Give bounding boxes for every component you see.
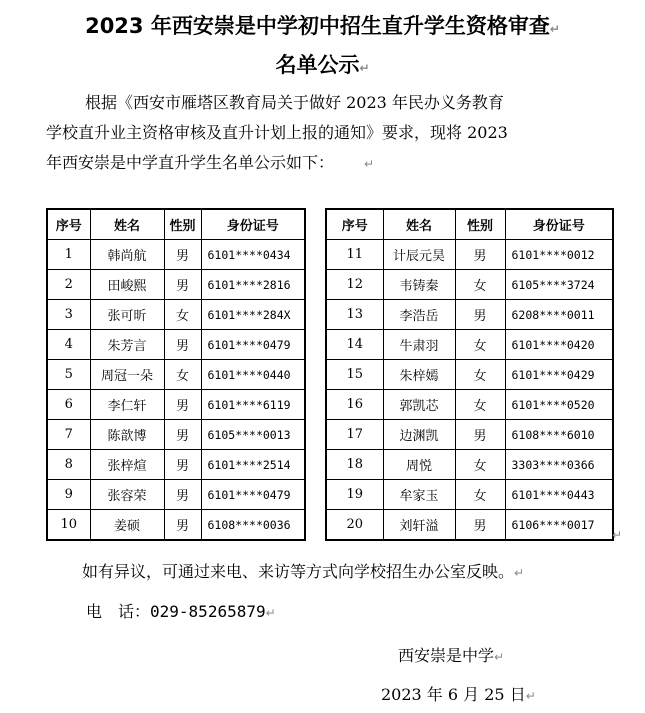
table-row xyxy=(326,240,613,270)
table-row xyxy=(47,480,305,510)
phone-number: 029-85265879 xyxy=(150,602,266,621)
row-number: 4 xyxy=(47,330,90,360)
row-number: 8 xyxy=(47,450,90,480)
student-id-number: 6101****0440 xyxy=(201,360,305,390)
date-text: 2023 年 6 月 25 日 xyxy=(381,685,526,704)
table-row xyxy=(326,270,613,300)
table-row xyxy=(47,330,305,360)
student-id-number: 6101****6119 xyxy=(201,390,305,420)
table-row xyxy=(47,360,305,390)
paragraph-mark-icon: ↵ xyxy=(494,650,505,664)
student-gender: 男 xyxy=(164,420,201,450)
table-row xyxy=(326,390,613,420)
student-gender: 女 xyxy=(455,450,505,480)
paragraph-mark-icon: ↵ xyxy=(265,606,276,620)
student-gender: 男 xyxy=(455,420,505,450)
student-gender: 女 xyxy=(164,300,201,330)
title-text-1: 2023 年西安崇是中学初中招生直升学生资格审查 xyxy=(85,14,550,38)
header-no: 序号 xyxy=(47,209,90,240)
row-number: 12 xyxy=(326,270,383,300)
paragraph-mark-icon: ↵ xyxy=(359,61,370,75)
table-row xyxy=(47,420,305,450)
student-name: 郭凯芯 xyxy=(383,390,455,420)
table-row xyxy=(47,300,305,330)
table-row xyxy=(326,450,613,480)
paragraph-mark-icon: ↵ xyxy=(612,528,623,542)
student-name: 朱芳言 xyxy=(90,330,164,360)
objection-note-text: 如有异议，可通过来电、来访等方式向学校招生办公室反映。 xyxy=(82,562,515,581)
student-id-number: 6101****0429 xyxy=(505,360,613,390)
student-id-number: 6101****2514 xyxy=(201,450,305,480)
student-gender: 女 xyxy=(164,360,201,390)
table-row xyxy=(47,450,305,480)
student-id-number: 6101****284X xyxy=(201,300,305,330)
row-number: 10 xyxy=(47,510,90,541)
student-table-right xyxy=(325,208,614,541)
table-header-row xyxy=(326,209,613,240)
student-id-number: 6101****0434 xyxy=(201,240,305,270)
paragraph-mark-icon: ↵ xyxy=(514,566,525,580)
student-id-number: 6101****0012 xyxy=(505,240,613,270)
student-name: 田峻熙 xyxy=(90,270,164,300)
student-gender: 男 xyxy=(164,480,201,510)
student-gender: 女 xyxy=(455,360,505,390)
student-name: 张容荣 xyxy=(90,480,164,510)
student-name: 陈歆博 xyxy=(90,420,164,450)
student-gender: 男 xyxy=(455,510,505,541)
row-number: 1 xyxy=(47,240,90,270)
intro-line-3 xyxy=(46,148,606,179)
student-id-number: 6101****0420 xyxy=(505,330,613,360)
student-name: 李浩岳 xyxy=(383,300,455,330)
header-id: 身份证号 xyxy=(201,209,305,240)
row-number: 2 xyxy=(47,270,90,300)
student-id-number: 6101****0443 xyxy=(505,480,613,510)
objection-note xyxy=(82,560,524,585)
student-gender: 女 xyxy=(455,330,505,360)
document-title-line-2 xyxy=(0,53,645,80)
student-id-number: 6101****0479 xyxy=(201,480,305,510)
row-number: 11 xyxy=(326,240,383,270)
student-gender: 男 xyxy=(164,390,201,420)
student-gender: 女 xyxy=(455,270,505,300)
student-gender: 女 xyxy=(455,480,505,510)
table-row xyxy=(326,360,613,390)
student-gender: 男 xyxy=(455,300,505,330)
row-number: 15 xyxy=(326,360,383,390)
student-gender: 女 xyxy=(455,390,505,420)
table-row xyxy=(326,330,613,360)
row-number: 19 xyxy=(326,480,383,510)
table-row xyxy=(47,510,305,541)
row-number: 13 xyxy=(326,300,383,330)
student-name: 朱梓嫣 xyxy=(383,360,455,390)
student-name: 韩尚航 xyxy=(90,240,164,270)
row-number: 5 xyxy=(47,360,90,390)
title-text-2: 名单公示 xyxy=(275,53,360,77)
row-number: 17 xyxy=(326,420,383,450)
table-row xyxy=(326,480,613,510)
student-id-number: 6105****3724 xyxy=(505,270,613,300)
student-gender: 男 xyxy=(455,240,505,270)
student-gender: 男 xyxy=(164,270,201,300)
table-row xyxy=(326,510,613,541)
table-row xyxy=(47,270,305,300)
student-name: 牛肃羽 xyxy=(383,330,455,360)
table-row xyxy=(326,300,613,330)
school-name: 西安崇是中学 xyxy=(398,646,495,665)
header-gender: 性别 xyxy=(455,209,505,240)
row-number: 7 xyxy=(47,420,90,450)
row-number: 14 xyxy=(326,330,383,360)
student-id-number: 6106****0017 xyxy=(505,510,613,541)
intro-line-3-text: 年西安崇是中学直升学生名单公示如下： xyxy=(46,153,335,172)
student-id-number: 6108****6010 xyxy=(505,420,613,450)
paragraph-mark-icon: ↵ xyxy=(549,22,560,36)
intro-paragraph xyxy=(46,88,606,179)
header-gender: 性别 xyxy=(164,209,201,240)
row-number: 6 xyxy=(47,390,90,420)
student-table-left xyxy=(46,208,306,541)
student-name: 张梓煊 xyxy=(90,450,164,480)
student-name: 牟家玉 xyxy=(383,480,455,510)
row-number: 16 xyxy=(326,390,383,420)
student-id-number: 6108****0036 xyxy=(201,510,305,541)
header-no: 序号 xyxy=(326,209,383,240)
header-name: 姓名 xyxy=(383,209,455,240)
table-row xyxy=(47,240,305,270)
paragraph-mark-icon: ↵ xyxy=(525,689,536,703)
student-name: 李仁轩 xyxy=(90,390,164,420)
student-id-number: 6105****0013 xyxy=(201,420,305,450)
student-id-number: 6101****0520 xyxy=(505,390,613,420)
student-name: 刘轩溢 xyxy=(383,510,455,541)
intro-line-1: 根据《西安市雁塔区教育局关于做好 2023 年民办义务教育 xyxy=(85,93,504,112)
table-row xyxy=(326,420,613,450)
row-number: 3 xyxy=(47,300,90,330)
student-name: 周悦 xyxy=(383,450,455,480)
student-name: 边渊凯 xyxy=(383,420,455,450)
student-gender: 男 xyxy=(164,330,201,360)
student-gender: 男 xyxy=(164,510,201,541)
document-title-line-1 xyxy=(0,14,645,41)
student-name: 姜硕 xyxy=(90,510,164,541)
student-name: 韦铸秦 xyxy=(383,270,455,300)
paragraph-mark-icon: ↵ xyxy=(364,157,375,171)
header-id: 身份证号 xyxy=(505,209,613,240)
student-id-number: 6208****0011 xyxy=(505,300,613,330)
signature-date xyxy=(381,683,536,708)
student-name: 张可昕 xyxy=(90,300,164,330)
student-gender: 男 xyxy=(164,240,201,270)
table-row xyxy=(47,390,305,420)
table-header-row xyxy=(47,209,305,240)
student-name: 周冠一朵 xyxy=(90,360,164,390)
row-number: 9 xyxy=(47,480,90,510)
phone-label: 电 话： xyxy=(86,602,151,621)
row-number: 20 xyxy=(326,510,383,541)
student-id-number: 3303****0366 xyxy=(505,450,613,480)
contact-phone xyxy=(86,600,276,625)
student-gender: 男 xyxy=(164,450,201,480)
student-id-number: 6101****0479 xyxy=(201,330,305,360)
row-number: 18 xyxy=(326,450,383,480)
intro-line-2: 学校直升业主资格审核及直升计划上报的通知》要求，现将 2023 xyxy=(46,123,508,142)
signature-school xyxy=(398,644,504,669)
student-id-number: 6101****2816 xyxy=(201,270,305,300)
student-name: 计辰元昊 xyxy=(383,240,455,270)
header-name: 姓名 xyxy=(90,209,164,240)
